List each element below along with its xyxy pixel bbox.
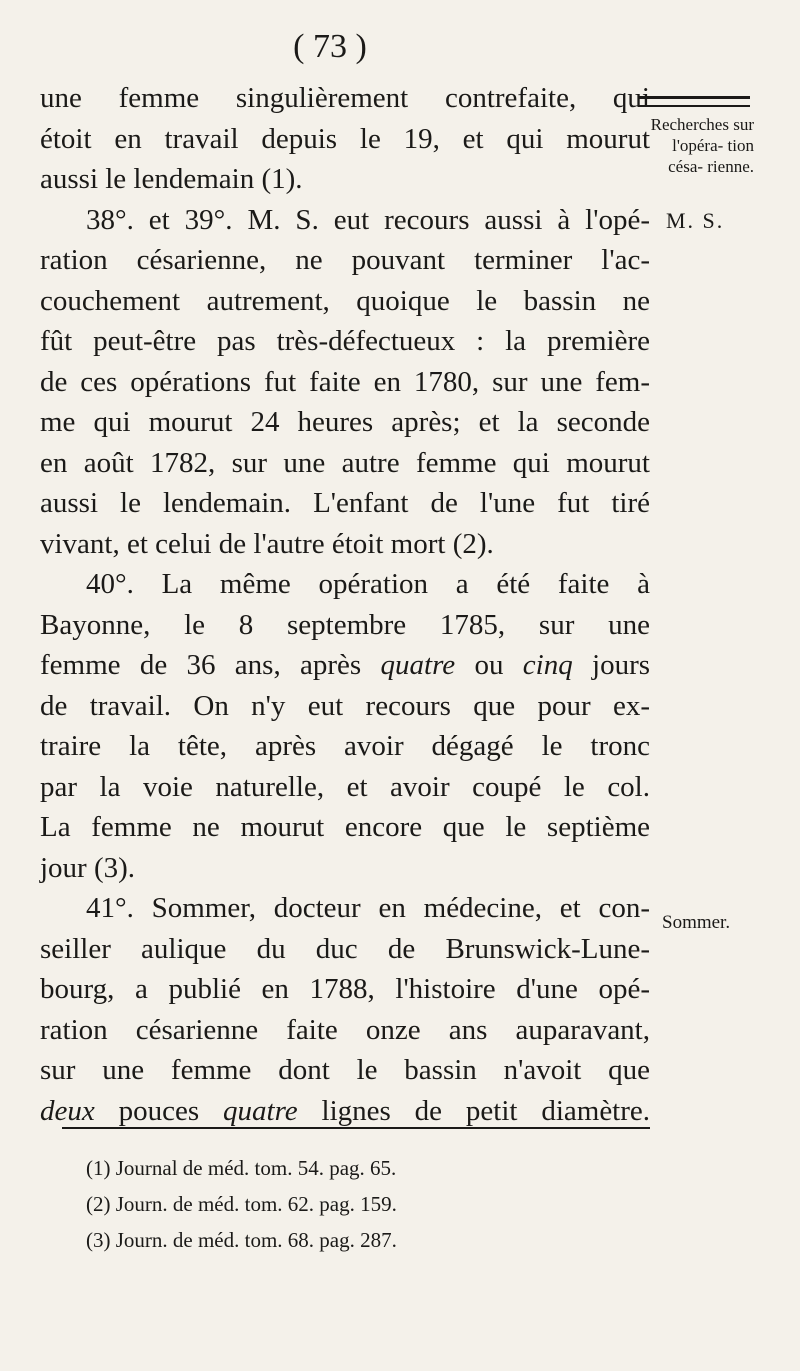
body-text bbox=[40, 78, 650, 1131]
italic-word: quatre bbox=[223, 1094, 298, 1127]
text-line: couchement autrement, quoique le bassin ne bbox=[40, 284, 650, 317]
text-line: 38°. et 39°. M. S. eut recours aussi à l'opé- bbox=[86, 203, 650, 236]
text-line: 40°. La même opération a été faite à bbox=[86, 568, 650, 600]
text-line: fût peut-être pas très-défectueux : la première bbox=[40, 325, 650, 357]
text-line: jour (3). bbox=[40, 851, 136, 884]
italic-word: deux bbox=[40, 1094, 95, 1127]
text-line: étoit en travail depuis le 19, et qui mourut bbox=[40, 122, 650, 155]
text-span: pouces bbox=[118, 1094, 200, 1127]
text-line: par la voie naturelle, et avoir coupé le col. bbox=[40, 770, 650, 803]
margin-note-rule bbox=[638, 96, 750, 107]
text-line: La femme ne mourut encore que le septième bbox=[40, 811, 650, 843]
text-line bbox=[40, 1091, 650, 1132]
text-span: jours bbox=[592, 649, 651, 681]
text-line: sur une femme dont le bassin n'avoit que bbox=[40, 1054, 650, 1086]
text-line: me qui mourut 24 heures après; et la seconde bbox=[40, 406, 650, 438]
margin-note-recherches: Recherches sur l'opéra- tion césa- rienne. bbox=[650, 115, 754, 176]
text-line: 41°. Sommer, docteur en médecine, et con- bbox=[86, 892, 650, 924]
text-span: ou bbox=[474, 649, 504, 681]
text-line: bourg, a publié en 1788, l'histoire d'une opé- bbox=[40, 973, 650, 1005]
text-line: ration césarienne, ne pouvant terminer l'ac- bbox=[40, 244, 650, 276]
page-number: ( 73 ) bbox=[293, 28, 367, 65]
text-line: de ces opérations fut faite en 1780, sur une fem- bbox=[40, 365, 650, 398]
text-line: ration césarienne faite onze ans auparavant, bbox=[40, 1013, 650, 1046]
footnote: (2) Journ. de méd. tom. 62. pag. 159. bbox=[86, 1192, 397, 1216]
text-line: de travail. On n'y eut recours que pour ex- bbox=[40, 689, 650, 722]
text-line: une femme singulièrement contrefaite, qui bbox=[40, 82, 650, 114]
text-line: vivant, et celui de l'autre étoit mort (2). bbox=[40, 527, 494, 560]
margin-note-sommer: Sommer. bbox=[662, 912, 731, 933]
footnote-rule bbox=[62, 1127, 650, 1129]
text-span: femme de 36 ans, après bbox=[40, 649, 362, 681]
text-line: seiller aulique du duc de Brunswick-Lune- bbox=[40, 932, 650, 965]
footnote: (1) Journal de méd. tom. 54. pag. 65. bbox=[86, 1156, 397, 1180]
text-line: aussi le lendemain (1). bbox=[40, 163, 303, 195]
text-line: Bayonne, le 8 septembre 1785, sur une bbox=[40, 608, 650, 641]
italic-word: cinq bbox=[522, 649, 573, 681]
text-line bbox=[40, 645, 650, 686]
footnote: (3) Journ. de méd. tom. 68. pag. 287. bbox=[86, 1228, 397, 1252]
text-line: aussi le lendemain. L'enfant de l'une fut tiré bbox=[40, 487, 650, 519]
text-span: lignes de petit diamètre. bbox=[321, 1094, 651, 1127]
text-line: traire la tête, après avoir dégagé le tronc bbox=[40, 730, 650, 762]
italic-word: quatre bbox=[380, 649, 456, 681]
margin-note-ms: M. S. bbox=[666, 208, 725, 233]
text-line: en août 1782, sur une autre femme qui mourut bbox=[40, 446, 650, 479]
footnotes bbox=[86, 1150, 646, 1258]
